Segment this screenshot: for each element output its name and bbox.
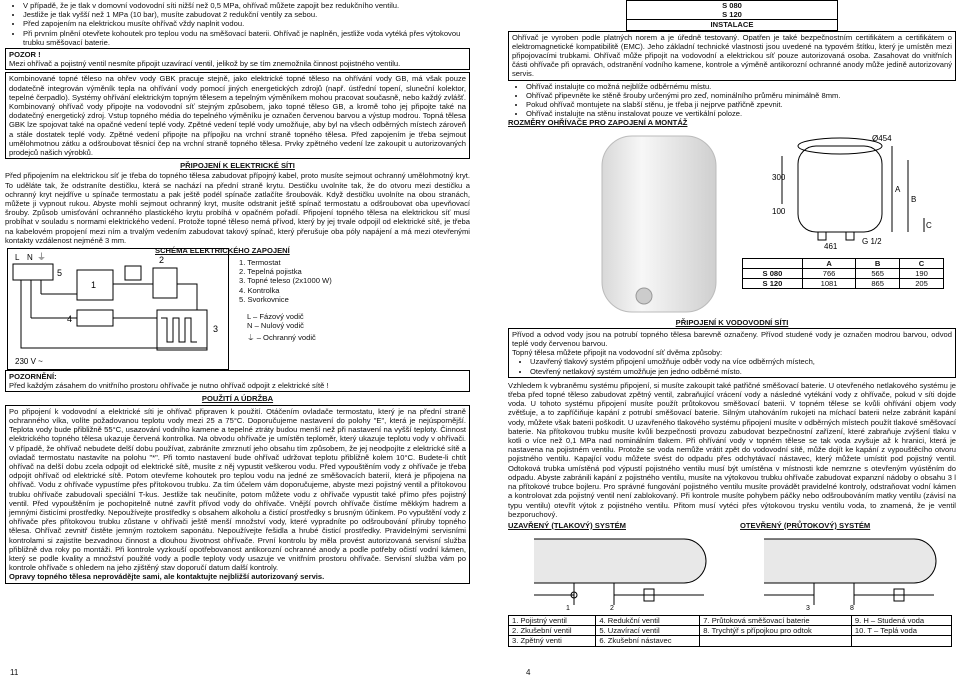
diagram-label-voltage: 230 V ~: [15, 357, 43, 367]
svg-text:4: 4: [67, 314, 73, 325]
svg-text:5: 5: [57, 268, 63, 279]
table-header-row: A B C: [743, 258, 944, 268]
dims-title: ROZMĚRY OHŘÍVAČE PRO ZAPOJENÍ A MONTÁŽ: [508, 118, 688, 128]
schema-item: 4. Kontrolka: [239, 285, 280, 295]
schema-item: 2. Tepelná pojistka: [239, 267, 302, 277]
legend-protective: – Ochranný vodič: [256, 332, 316, 342]
svg-text:2: 2: [159, 255, 165, 266]
list-item: • Ohřívač připevněte ke stěně šrouby určenými pro zeď, nominálního průměru minimálně 8mm.: [526, 91, 956, 100]
schema-title: SCHÉMA ELEKTRICKÉHO ZAPOJENÍ: [155, 246, 290, 256]
closed-system-title: UZAVŘENÝ (TLAKOVÝ) SYSTÉM: [508, 520, 626, 530]
svg-text:1: 1: [566, 604, 570, 611]
open-system-title: OTEVŘENÝ (PRŮTOKOVÝ) SYSTÉM: [740, 520, 871, 530]
wiring-diagram: [7, 248, 229, 370]
table-row: 2. Zkušební ventil 5. Uzavírací ventil 8. Trychtýř s přípojkou pro odtok 10. T – Teplá voda: [509, 626, 952, 636]
warning-box: [5, 48, 470, 70]
electric-title: PŘIPOJENÍ K ELEKTRICKÉ SÍTI: [180, 161, 295, 171]
svg-text:8: 8: [850, 604, 854, 611]
open-system-diagram: [744, 531, 956, 611]
conn-box: [508, 328, 956, 378]
diagram-label-l: L: [15, 253, 20, 263]
conn-text-3: Vzhledem k vybraněmu systému připojení, si musíte zakoupit také patřičné směšovací baterie. U otevřeného netlakového systému je třeba před topné těleso zabudovat zpětný ventil, zabraňující vrácení vody a následné vytékání vody z ohřívače, pokud v síti dojde voda. U tohoto systému připojení musíte použít průtokovou směšovací baterii. V topném tělese se kvůli ohřívání objem vody zvětšuje, a to zapříčiňuje kapání z potrubí směšovací baterie. Silným utahováním rukojeti na míchací baterii nelze zabránit kapání vody, můžete však baterii poškodit. U uzavřeného tlakového systému připojení musíte v odběrných místech použít tlakové směšovací baterie. Na přítokovou trubku musíte kvůli bezpečnosti provozu zabudovat bezpečnostní zařízení, které zabraňuje zvýšení tlaku v kotli o více než 0,1 MPa nad nominálním tlakem. Při ohřívání vody v topném tělese se tak voda zvyšuje až k hranici, která je nastavena na pojistném ventilu. Protože se voda nemůže vrátit zpět do vodovodní sítě, může dojít ke kapání z vypouštěcího otvoru pojistného ventilu. Kapající vodu můžete svést do odpadu přes odchytávací nástavec, který můžete umístit pod pojistný ventil. Odtoková trubka umístěná pod výpustí pojistného ventilu musí být umístěna v místnosti kde nemrzne s otevřeným vyústěním do odpadu. Abyste zabránili kapání z pojistného ventilu, musíte na výtokovou trubku ohřívače zabudovat expanzní nádoby o obsahu 3 l na přítokové trubce bojleru. Pro správné fungování pojistného ventilu musíte provádět pravidelné kontroly, odstraňovat vodní kámen a kontrolovat zda pojistný ventil není zablokovaný. Při kontrole musíte pohybem páčky nebo odšroubováním matky ventilu (závisí na typu ventilu) otevřít výtok z pojistného ventilu. Přitom musí vytéci přes výtokovou trysku ventilu voda, to znamená, že je ventil bezporuchový.: [508, 380, 956, 519]
ground-icon: ⏚: [247, 332, 255, 342]
svg-text:3: 3: [213, 324, 219, 335]
closed-system-diagram: [514, 531, 726, 611]
svg-text:1: 1: [91, 280, 97, 291]
list-item: • Před zapojením na elektrickou musíte ohřívač vždy naplnit vodou.: [23, 19, 470, 28]
table-row: S 080 766 565 190: [743, 268, 944, 278]
table-row: 1. Pojistný ventil 4. Redukční ventil 7. Průtoková směšovací baterie 9. H – Studená voda: [509, 615, 952, 625]
conn-text: Přívod a odvod vody jsou na potrubí topného tělesa barevně označeny. Přívod studené vody je označen modrou barvou, odvod teplé vody červenou barvou.: [512, 329, 952, 349]
drawing-label-461: 461: [824, 241, 838, 250]
use-final: Opravy topného tělesa neprovádějte sami, ale kontaktujte nejbližší autorizovaný servis.: [9, 572, 325, 582]
use-box: [5, 405, 470, 584]
install-box: [508, 31, 956, 81]
dims-table: [742, 258, 944, 290]
legend-neutral: N – Nulový vodič: [247, 321, 304, 331]
drawing-label-300: 300: [772, 172, 786, 182]
conn-bullet-list: [512, 357, 952, 375]
drawing-label-a: A: [895, 184, 901, 194]
warning-text: Mezi ohřívač a pojistný ventil nesmíte připojit uzavírací ventil, jelikož by se tím znemožnila činnost pojistného ventilu.: [9, 59, 401, 69]
boiler-image: [594, 130, 724, 316]
intro-bullet-list: [5, 1, 470, 47]
combi-box: [5, 72, 470, 159]
table-row: 3. Zpětný venti 6. Zkušební nástavec: [509, 636, 952, 646]
warning-title: POZOR !: [9, 50, 41, 60]
install-header: INSTALACE: [626, 20, 838, 30]
install-bullet-list: [508, 82, 956, 119]
systems-section: [508, 521, 956, 613]
electric-text: Před připojením na elektrickou síť je třeba do topného tělesa zabudovat přípojný kabel, proto musíte sejmout ochranný umělohmotný kryt. To uděláte tak, že odstraníte destičku, která se nachází na přední straně krytu. Destičku uvolníte tak, že do otvoru mezi destičku a ochranný kryt nejdříve u spínače termostatu a pak ještě podél spínače zatlačíte šroubovák. Když destičku uvolníte na obou stranách, můžete ji vypnout rukou. Abyste mohli sejmout ochranný kryt, musíte odstranit ještě spínač termostatu a odšroubovat oba upevňovací šrouby. Způsob umisťování ochranného plastického krytu probíhá v opačném pořadí. Připojení topného tělesa na elektrickou síť musí probíhat v souladu s normami elektrického vedení. Protože topné těleso nemá přívod, který by jej trvale odpojil od elektrické sítě, je třeba na kabelovém propojení mezi ním a trvalým vedením zabudovat takový spínač, který přerušuje oba póly napájení a má mezi otevřenými kontakty vzdálenost nejméně 3 mm.: [5, 171, 470, 245]
page-number-left: 11: [10, 668, 19, 677]
model-1: S 080: [722, 1, 742, 10]
model-header: [626, 0, 838, 20]
schema-item: 3. Topné teleso (2x1000 W): [239, 276, 332, 286]
legend-table: [508, 615, 952, 647]
drawing-label-100: 100: [772, 206, 786, 216]
model-2: S 120: [722, 10, 742, 20]
svg-text:3: 3: [806, 604, 810, 611]
list-item: • Ohřívač instalujte na stěnu instalovat pouze ve vertikální poloze.: [526, 109, 956, 118]
dimension-drawing: [742, 132, 938, 250]
diagram-label-n: N: [27, 253, 33, 263]
table-row: S 120 1081 865 205: [743, 279, 944, 289]
schema-legend: [239, 258, 459, 342]
list-item: • Pokud ohřívač montujete na slabší stěnu, je třeba ji nejprve patřičně zpevnit.: [526, 100, 956, 109]
list-item: • Ohřívač instalujte co možná nejblíže odběrnému místu.: [526, 82, 956, 91]
legend-phase: L – Fázový vodič: [247, 312, 304, 322]
install-text: Ohřívač je vyroben podle platných norem a je úředně testovaný. Opatřen je také bezpečnostním certifikátem a certifikátem o elektromagnetické kompatibilitě (EMC). Jeho základní technické vlastnosti jsou uvedené na typovém štítku, který je umístěn mezi připojovacími trubkami. Ohřívač může připojit na vodovodní a elektrickou síť pouze autorizovaná osoba. Zasahovat do vnitřních části ohřívače při opravách, odstranění vodního kamene, kontrole a výměně antikorozní ochranné anody může jedině autorizovaný servis.: [512, 32, 952, 79]
list-item: • Otevřený netlakový systém umožňuje jen jedno odběrné místo.: [530, 367, 952, 376]
schema-item: 1. Termostat: [239, 258, 281, 268]
left-column: [5, 0, 470, 584]
drawing-label-c: C: [926, 220, 932, 230]
svg-text:2: 2: [610, 604, 614, 611]
combi-text: Kombinované topné těleso na ohřev vody GBK pracuje stejně, jako elektrické topné těleso na ohřívání vody GB, má však pouze dodatečně integrován výměník tepla na ohřívání vody pomocí jiných energetických zdrojů (např. ústřední topení, sluneční kolektor, tepelné čerpadlo). Systémy ohřívání elektrickým topným tělesem a tepelným výměníkem mohou pracovat současně, nebo každý zvlášť. Kombinovaný ohřívač vody připojte na vodovodní síť stejným způsobem, jako topné těleso GB, a kromě toho jej připojte také na dodatečný energetický zdroj. Vstup topného média do tepelného výměníku je označen červenou barvou a výstup modrou. Topná tělesa GBK lze spojovat také na opačné vedení teplé vody. Zpětné vedení teplé vody umožňuje, aby byl na všech odběrných místech zároveň a stále dostatek teplé vody. Zpětné vedení připojte na přípojku na vrchní straně topného tělesa. Před zapojením je třeba sejmout umělohmotnou zátku a odšroubovat těsnicí čep na vrchní straně topného tělesa. Prvky zpětného vedení lze zakoupit u autorizovaných prodejců našich výrobků.: [9, 74, 466, 158]
use-text: Po připojení k vodovodní a elektrické síti je ohřívač připraven k použití. Otáčením ovladače termostatu, který je na přední straně ochranného víka, volíte požadovanou teplotu vody mezi 25 a 75°C. Doporučujeme nastavení do polohy "E", která je nejúspornější. Teplota vody bude přibližně 55°C, usazování vodního kamene a tepelné ztráty budou menší než při nastavení na vyšší teploty. Činnost elektrického topného tělesa ukazuje červená kontrolka. Na obvodu ohřívače je umístěn teploměr, který ukazuje teplotu vody v ohřívači. V případě, že ohřívač nebudete delší dobu používat, zabráníte zmrznutí jeho obsahu tím způsobem, že jej neodpojíte z elektrické sítě a ovladač termostatu nastavíte na polohu "*". Při tomto nastavení bude ohřívač udržovat teplotu přibližně kolem 10°C. Budete-li chtít ohřívač na delší dobu zcela odpojit od elektrické sítě, musíte z něj vypustit veškerou vodu. Před vypouštěním vody z ohřívače je třeba odpojit ohřívač od elektrické sítě. Potom otevřeme kohoutek pro teplou vodu na jedné ze směšovacích baterií, která je připojena na ohřívač. Vodu z ohřívače vypustíme přes přítokovou trubku. Za tím účelem vám doporučujeme, abyste mezi pojistný ventil a přítokovou trubku ohřívače zabudovali speciální T-kus. Jestliže tak neučiníte, potom můžete vodu z ohřívače vypustit také přímo přes pojistný ventil. Před vypouštěním je pochopitelně nutné zavřít přívod vody do ohřívače. Vnější povrch ohřívače čistíme měkkým hadrem a jemnými čisticími prostředky. Nepoužívejte prostředky s obsahem alkoholu a čisticí prostředky s brusným účinkem. Po vypuštění vody z ohřívače přes přítokovou trubku zůstane v ohřívači ještě menší množství vody, které vypradníte po odšroubování příruby topného tělesa. Ohřívač zevnitř čistěte jemným roztokem saponátu. Nepoužívejte řešidla a hrubé čisticí prostředky. Pravidelnými servisními kontrolami si zajistíte bezvadnou činnost a dlouhou životnost ohřívače. První kontrolu by měla provést autorizovaná servisní služba přibližně dva roky po montáži. Při kontrole vyzkouší opotřebovanost antikorozní ochranné anody a podle potřeby očistí vodní kámen, který se podle kvality a množství použité vody a podle teploty vody usazuje ve vnitřním prostoru ohřívače. Servisní služba vám po kontrole ohřívače s ohledem na jeho zjištěný stav doporučí datum další kontroly.: [9, 406, 466, 573]
drawing-label-g: G 1/2: [862, 236, 882, 246]
drawing-label-diameter: Ø454: [872, 133, 892, 143]
right-column: [508, 0, 956, 647]
schema-section: [5, 246, 470, 370]
page-number-right: 4: [526, 668, 531, 677]
diagram-label-pe: ⏚: [37, 252, 47, 263]
attention-box: [5, 370, 470, 392]
use-title: POUŽITÍ A ÚDRŽBA: [201, 394, 274, 404]
dims-section: [508, 128, 956, 316]
list-item: • Při prvním plnění otevřete kohoutek pro teplou vodu na směšovací baterii. Ohřívač je naplněn, jestliže voda vytéká přes výtokovou trubku směšovací baterie.: [23, 29, 470, 47]
schema-item: 5. Svorkovnice: [239, 294, 289, 304]
list-item: • Uzavřený tlakový systém připojení umožňuje odběr vody na více odběrných místech,: [530, 357, 952, 366]
attention-title: POZORNĚNÍ:: [9, 372, 57, 382]
drawing-label-b: B: [911, 194, 917, 204]
list-item: • Jestliže je tlak vyšší než 1 MPa (10 bar), musíte zabudovat 2 redukční ventily za sebou.: [23, 10, 470, 19]
attention-text: Před každým zásahem do vnitřního prostoru ohřívače je nutno ohřívač odpojit z elektrické sítě !: [9, 381, 329, 391]
conn-title: PŘIPOJENÍ K VODOVODNÍ SÍTI: [675, 317, 789, 327]
list-item: • V případě, že je tlak v domovní vodovodní síti nižší než 0,5 MPa, ohřívač můžete zapojit bez redukčního ventilu.: [23, 1, 470, 10]
conn-text-2: Topný tělesa můžete připojit na vodovodní síť dvěma způsoby:: [512, 348, 723, 358]
